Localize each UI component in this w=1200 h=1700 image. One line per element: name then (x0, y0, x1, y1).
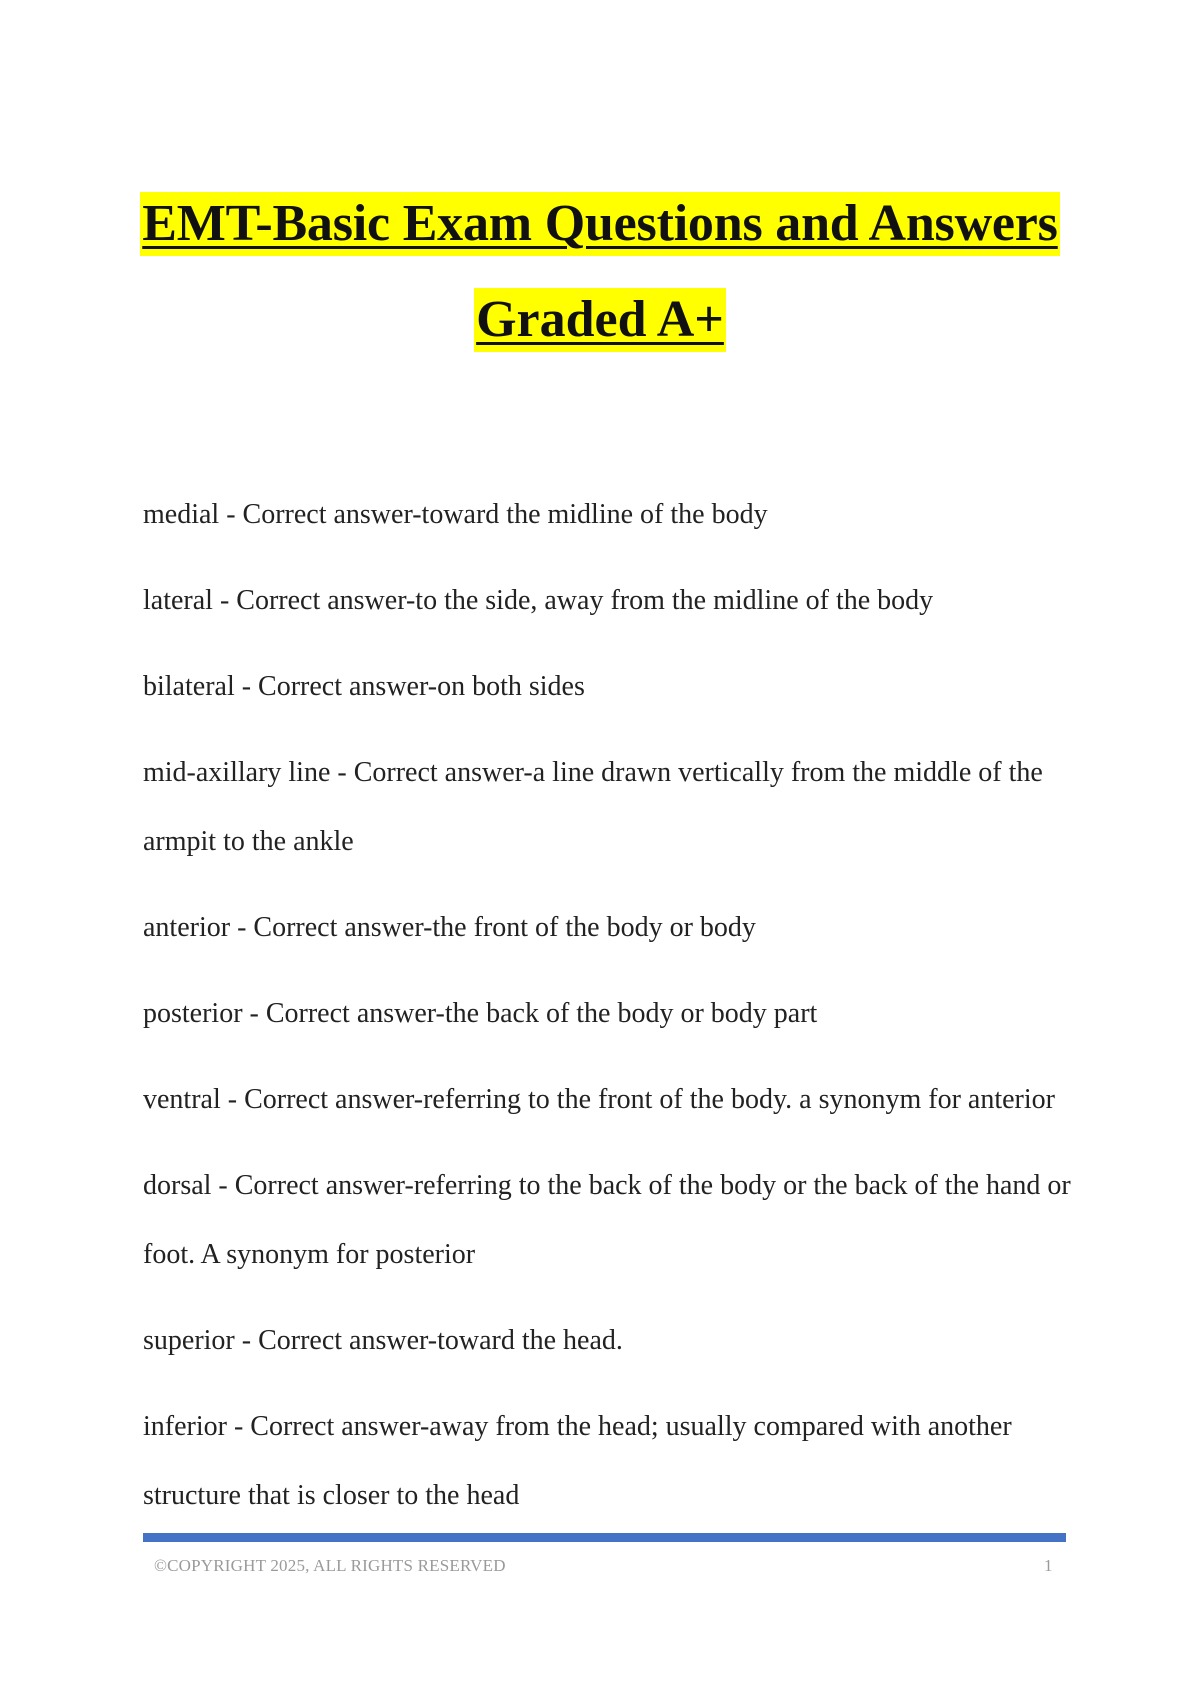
list-item: mid-axillary line - Correct answer-a line drawn vertically from the middle of the armpit to the ankle (143, 757, 1043, 857)
list-item: superior - Correct answer-toward the head. (143, 1325, 623, 1356)
list-item: bilateral - Correct answer-on both sides (143, 671, 585, 702)
page-number: 1 (1044, 1556, 1053, 1575)
list-item: anterior - Correct answer-the front of the body or body (143, 912, 756, 943)
list-item: lateral - Correct answer-to the side, away from the midline of the body (143, 585, 934, 616)
answer-list (143, 480, 1073, 1547)
document-title (0, 192, 1200, 352)
list-item: posterior - Correct answer-the back of the body or body part (143, 998, 818, 1029)
copyright-text: ©COPYRIGHT 2025, ALL RIGHTS RESERVED (154, 1556, 506, 1575)
title-line-2: Graded A+ (474, 288, 726, 352)
list-item: dorsal - Correct answer-referring to the back of the body or the back of the hand or foot. A synonym for posterior (143, 1170, 1071, 1270)
title-line-1: EMT-Basic Exam Questions and Answers (140, 192, 1059, 256)
list-item: ventral - Correct answer-referring to the front of the body. a synonym for anterior (143, 1084, 1055, 1115)
list-item: medial - Correct answer-toward the midline of the body (143, 499, 768, 530)
list-item: inferior - Correct answer-away from the head; usually compared with another structure that is closer to the head (143, 1411, 1012, 1511)
footer-rule (143, 1533, 1066, 1542)
